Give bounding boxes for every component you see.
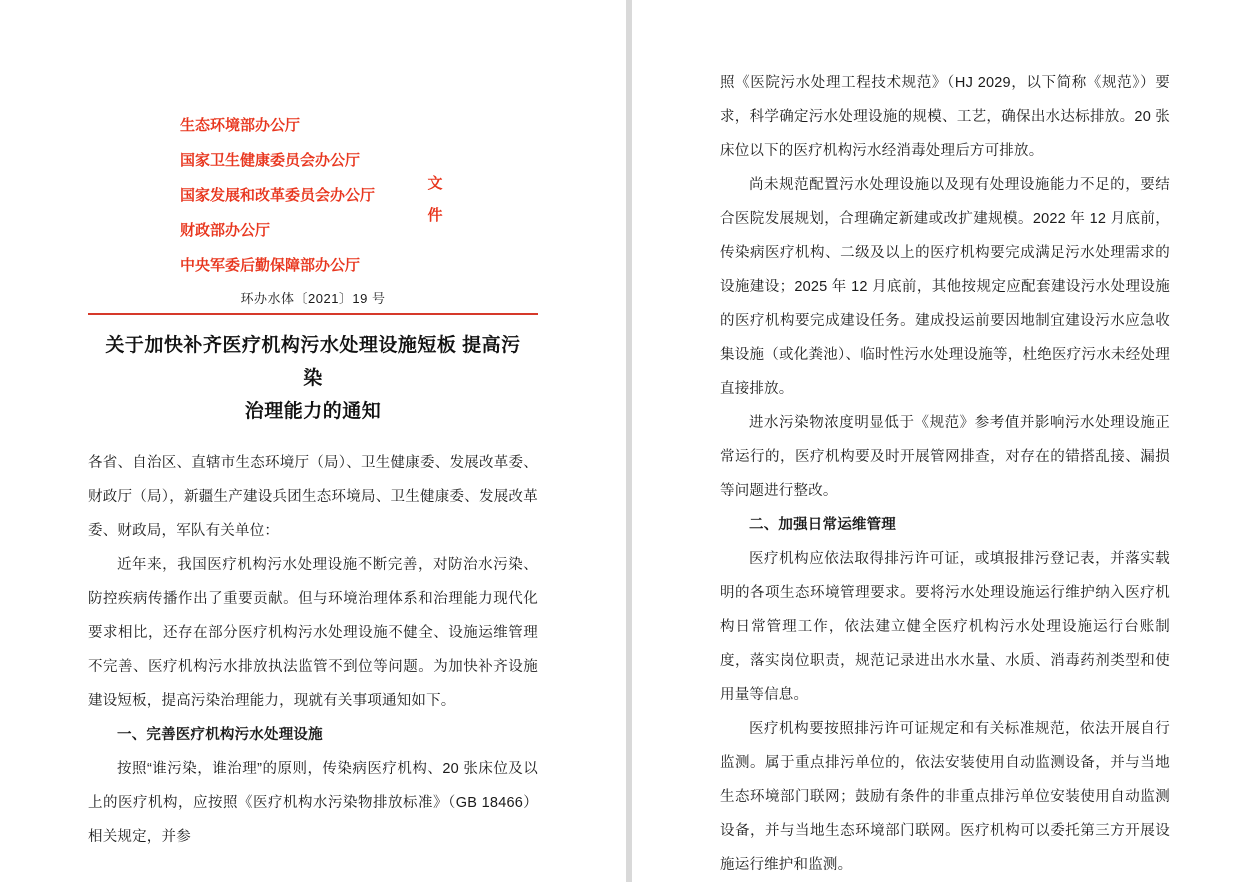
section-one-para-one-continued: 照《医院污水处理工程技术规范》（HJ 2029，以下简称《规范》）要求，科学确定污水处理设施的规模、工艺，确保出水达标排放。20 张床位以下的医疗机构污水经消毒处理后方可排放。 [720, 75, 1170, 159]
document-page-2 [632, 0, 1258, 882]
issuer-line: 国家卫生健康委员会办公厅 [180, 152, 361, 169]
issuer-line: 中央军委后勤保障部办公厅 [180, 257, 361, 274]
document-page-1 [0, 0, 626, 882]
section-one-para-two: 尚未规范配置污水处理设施以及现有处理设施能力不足的，要结合医院发展规划，合理确定新建或改扩建规模。2022 年 12 月底前，传染病医疗机构、二级及以上的医疗机构要完成满足污水处理需求的设施建设；2025 年 12 月底前，其他按规定应配套建设污水处理设施的医疗机构要完成建设任务。建成投运前要因地制宜建设污水应急收集设施（或化粪池）、临时性污水处理设施等，杜绝医疗污水未经处理直接排放。 [720, 177, 1170, 397]
wenjian-stamp [423, 168, 447, 232]
red-divider-rule [88, 313, 538, 315]
section-two-para-one: 医疗机构应依法取得排污许可证，或填报排污登记表，并落实载明的各项生态环境管理要求。要将污水处理设施运行维护纳入医疗机构日常管理工作，依法建立健全医疗机构污水处理设施运行台账制度，落实岗位职责，规范记录进出水水量、水质、消毒药剂类型和使用量等信息。 [720, 551, 1170, 703]
addressee: 各省、自治区、直辖市生态环境厅（局）、卫生健康委、发展改革委、财政厅（局），新疆生产建设兵团生态环境局、卫生健康委、发展改革委、财政局，军队有关单位： [88, 455, 538, 539]
right-page-body [720, 0, 1170, 882]
section-one-para-three: 进水污染物浓度明显低于《规范》参考值并影响污水处理设施正常运行的，医疗机构要及时开展管网排查，对存在的错搭乱接、漏损等问题进行整改。 [720, 415, 1170, 499]
section-one-para-one: 按照“谁污染，谁治理”的原则，传染病医疗机构、20 张床位及以上的医疗机构，应按照《医疗机构水污染物排放标准》（GB 18466）相关规定，并参 [88, 761, 538, 845]
section-two-para-two: 医疗机构要按照排污许可证规定和有关标准规范，依法开展自行监测。属于重点排污单位的，依法安装使用自动监测设备，并与当地生态环境部门联网；鼓励有条件的非重点排污单位安装使用自动监测设备，并与当地生态环境部门联网。医疗机构可以委托第三方开展设施运行维护和监测。 [720, 721, 1170, 873]
section-heading-two: 二、加强日常运维管理 [749, 517, 896, 533]
page-title-line: 关于加快补齐医疗机构污水处理设施短板 提高污染 [105, 335, 521, 389]
issuer-line: 生态环境部办公厅 [180, 117, 301, 134]
section-heading-one: 一、完善医疗机构污水处理设施 [117, 727, 323, 743]
preamble: 近年来，我国医疗机构污水处理设施不断完善，对防治水污染、防控疾病传播作出了重要贡献。但与环境治理体系和治理能力现代化要求相比，还存在部分医疗机构污水处理设施不健全、设施运维管理不完善、医疗机构污水排放执法监管不到位等问题。为加快补齐设施建设短板，提高污染治理能力，现就有关事项通知如下。 [88, 557, 538, 709]
issuer-list [180, 108, 375, 283]
masthead [88, 108, 538, 278]
wenjian-char: 文 [427, 175, 443, 192]
wenjian-char: 件 [427, 207, 443, 224]
issuer-line: 国家发展和改革委员会办公厅 [180, 187, 376, 204]
page-title [98, 329, 528, 428]
issuer-line: 财政部办公厅 [180, 222, 271, 239]
document-number: 环办水体〔2021〕19 号 [240, 291, 386, 306]
page-title-line: 治理能力的通知 [244, 401, 382, 422]
left-page-body [88, 446, 538, 854]
